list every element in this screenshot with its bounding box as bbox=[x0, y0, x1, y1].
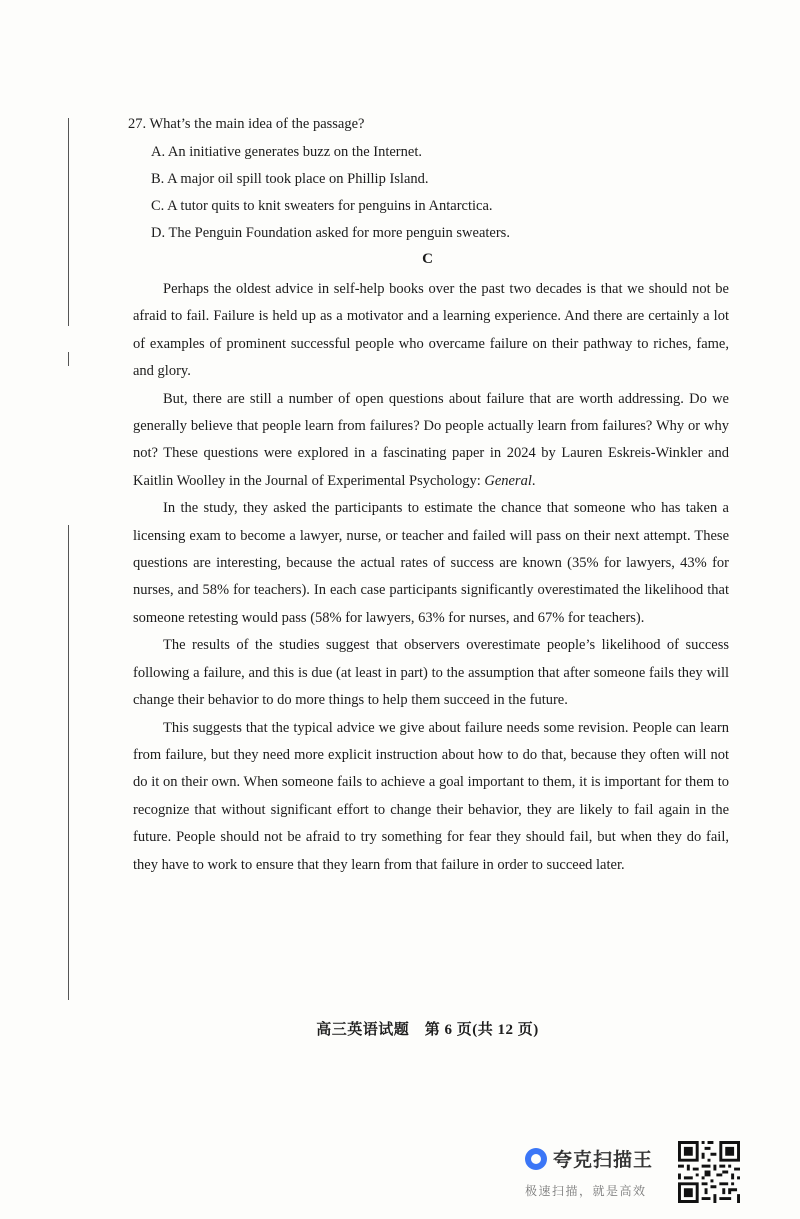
quark-logo-icon bbox=[525, 1148, 547, 1170]
watermark-slogan: 极速扫描，就是高效 bbox=[525, 1184, 647, 1198]
paragraph-4: The results of the studies suggest that observers overestimate people’s likelihood of success following a failure, and this is due (at least in part) to the assumption that after someone fails they will change their behavior to do more things to help them succeed in the future. bbox=[133, 637, 729, 709]
option-c: C. A tutor quits to knit sweaters for penguins in Antarctica. bbox=[151, 198, 493, 214]
paragraph-1: Perhaps the oldest advice in self-help books over the past two decades is that we should not be afraid to fail. Failure is held up as a motivator and a learning experience. And there are certainly a lot of examples of prominent successful people who overcame failure on their pathway to riches, fame, and glory. bbox=[133, 281, 729, 380]
paragraph-2-text: But, there are still a number of open questions about failure that are worth addressing. Do we generally believe that people learn from failures? Do people actually learn from failures? Why or why not? These questions were explored in a fascinating paper in 2024 by Lauren Eskreis-Winkler and Kaitlin Woolley in the Journal of Experimental Psychology: bbox=[133, 390, 729, 489]
qr-code-icon bbox=[678, 1141, 740, 1203]
paragraph-3: In the study, they asked the participants to estimate the chance that someone who has taken a licensing exam to become a lawyer, nurse, or teacher and failed will pass on their next attempt. These questions are interesting, because the actual rates of success are known (35% for lawyers, 43% for nurses, and 58% for teachers). In each case participants significantly overestimated the likelihood that someone retesting would pass (58% for lawyers, 63% for nurses, and 67% for teachers). bbox=[133, 500, 729, 626]
paragraph-2-end: . bbox=[531, 472, 536, 489]
watermark-brand: 夸克扫描王 bbox=[553, 1149, 654, 1171]
scanner-watermark bbox=[525, 1145, 675, 1199]
section-heading: C bbox=[422, 251, 433, 267]
question-stem: 27. What’s the main idea of the passage? bbox=[128, 116, 365, 132]
option-a: A. An initiative generates buzz on the Internet. bbox=[151, 144, 422, 160]
paragraph-5: This suggests that the typical advice we give about failure needs some revision. People can learn from failure, but they need more explicit instruction about how to do that, because they often will not do it on their own. When someone fails to achieve a goal important to them, it is important for them to recognize that without significant effort to change their behavior, they are likely to fail again in the future. People should not be afraid to try something for fear they should fail, but when they do fail, they have to work to ensure that they learn from that failure in order to succeed later. bbox=[133, 719, 729, 873]
option-b: B. A major oil spill took place on Phillip Island. bbox=[151, 171, 429, 187]
question-27 bbox=[128, 114, 728, 250]
reading-passage bbox=[133, 276, 729, 879]
option-d: D. The Penguin Foundation asked for more penguin sweaters. bbox=[151, 225, 510, 241]
journal-subtitle: General bbox=[484, 472, 532, 489]
binding-margin-line bbox=[68, 525, 69, 1000]
binding-margin-line bbox=[68, 118, 69, 326]
binding-margin-line bbox=[68, 352, 69, 366]
page-footer: 高三英语试题 第 6 页(共 12 页) bbox=[316, 1022, 539, 1038]
paragraph-2 bbox=[133, 386, 729, 496]
